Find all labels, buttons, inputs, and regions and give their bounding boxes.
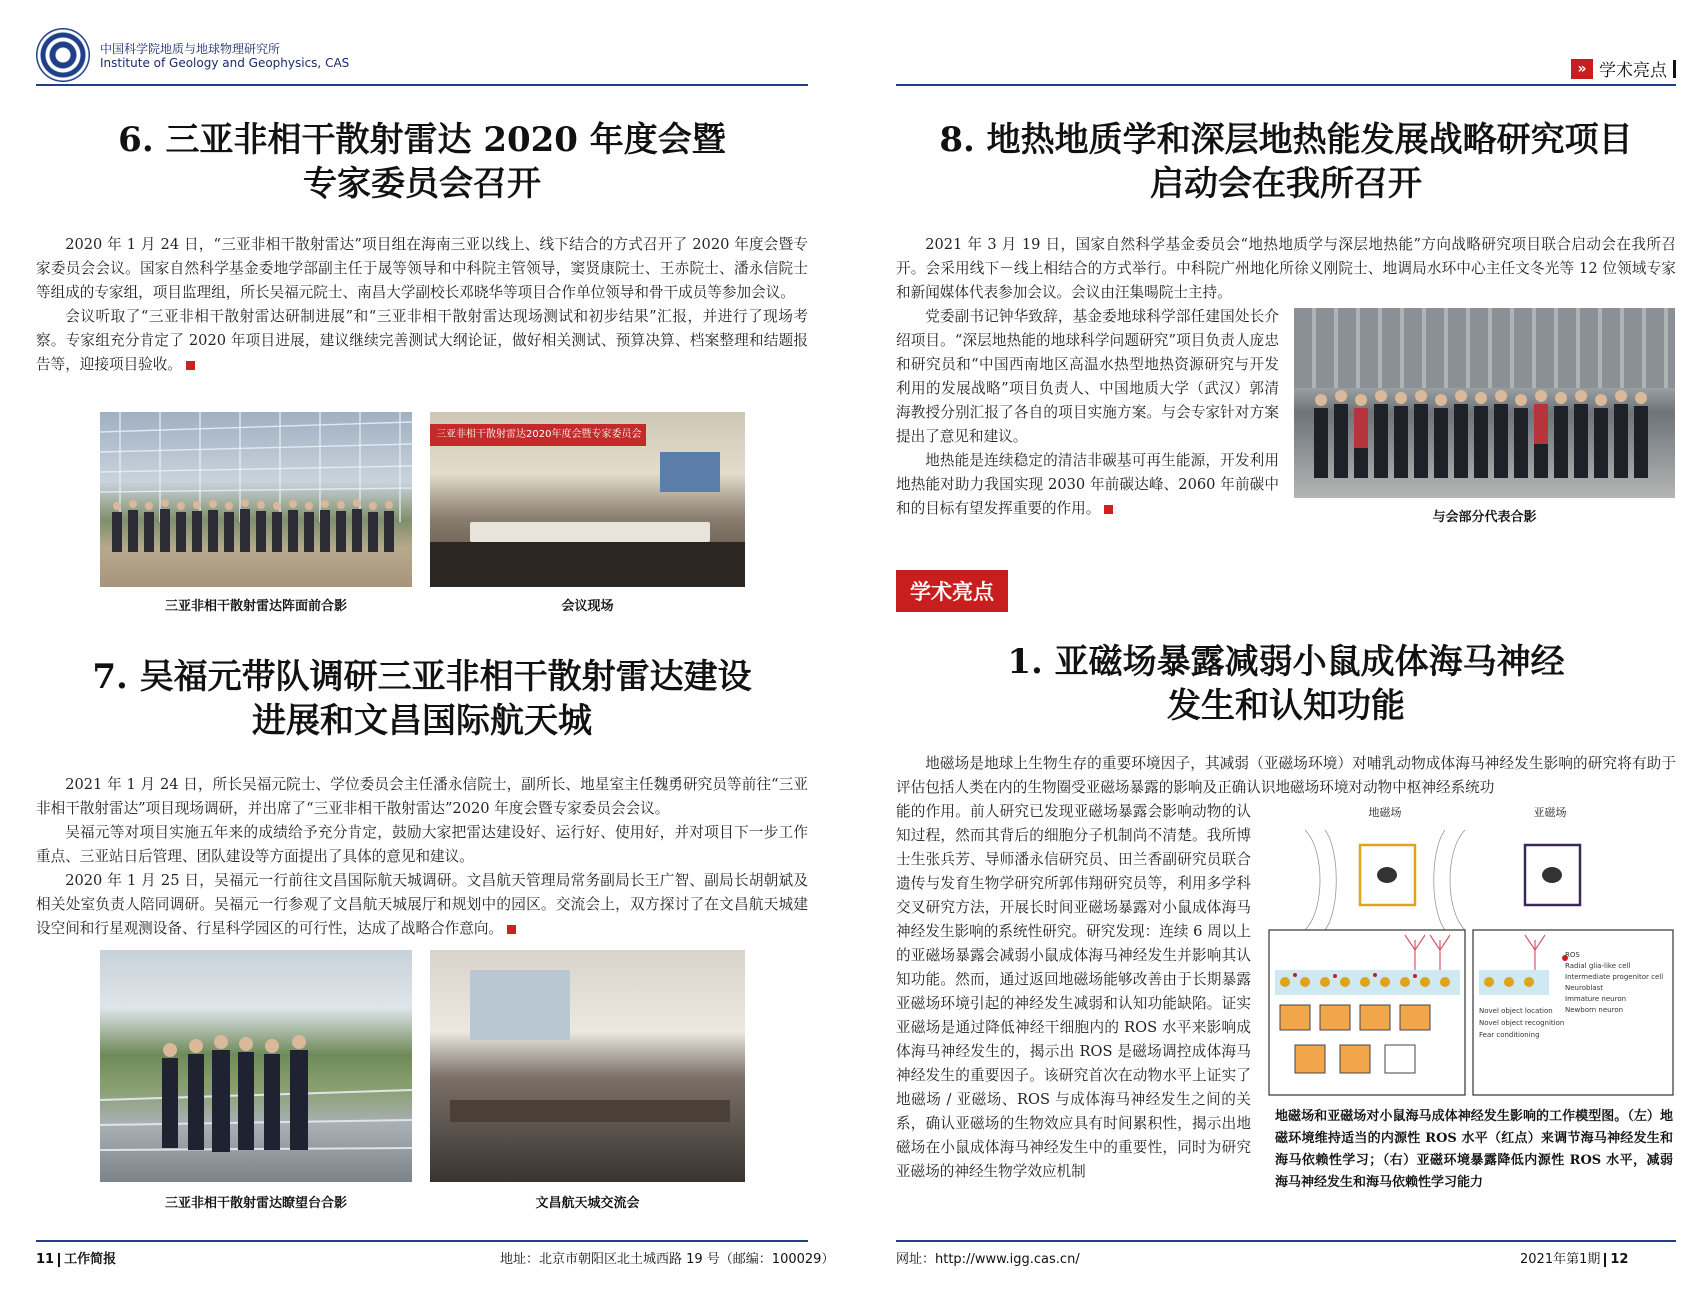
window [470,970,570,1040]
footer-right [1520,1248,1628,1267]
org-name-cn: 中国科学院地质与地球物理研究所 [100,42,281,56]
right-page [850,0,1700,1290]
photo-caption: 文昌航天城交流会 [535,1196,640,1211]
crowd-graphic [1294,308,1675,498]
photo-caption: 三亚非相干散射雷达阵面前合影 [164,599,347,614]
meeting-table [450,1100,730,1122]
article8-paragraph: 2021 年 3 月 19 日，国家自然科学基金委员会“地热地质学与深层地热能”方向战略研究项目联合启动会在我所召开。会采用线下－线上相结合的方式举行。中科院广州地化所徐义刚院士、地调局水环中心主任文冬光等 12 位领域专家和新闻媒体代表参加会议。会议由汪集暘院士主持。 [896,236,1676,301]
section-tab [1571,56,1676,81]
header-rule [36,84,808,86]
article8-paragraph [896,449,1279,521]
org-name-en: Institute of Geology and Geophysics, CAS [100,56,350,70]
page-number: 11 [36,1252,55,1267]
academic-highlights-label: 学术亮点 [896,570,1008,612]
footer-website: 网址：http://www.igg.cas.cn/ [896,1252,1080,1267]
article6-title-line2: 专家委员会召开 [303,164,541,204]
article1-title-line2: 发生和认知功能 [1167,686,1405,726]
section-tab-label: 学术亮点 [1599,61,1667,81]
group-photo [1294,308,1675,498]
legend-item: Intermediate progenitor cell [1565,973,1664,981]
footer-address: 地址：北京市朝阳区北土城西路 19 号（邮编：100029） [500,1252,835,1267]
double-chevron-icon: » [1571,59,1593,79]
issue-number: 2021年第1期 [1520,1252,1601,1267]
legend-item: Newborn neuron [1565,1006,1624,1014]
legend-item: Radial glia-like cell [1565,962,1631,970]
article1-paragraph: 能的作用。前人研究已发现亚磁场暴露会影响动物的认知过程，然而其背后的细胞分子机制尚不清楚。我所博士生张兵芳、导师潘永信研究员、田兰香副研究员联合遗传与发育生物学研究所郭伟翔研究员等，利用多学科交叉研究方法，开展长时间亚磁场暴露对小鼠成体海马神经发生影响的系统性研究。研究发现：连续 6 周以上的亚磁场暴露会减弱小鼠成体海马神经发生并影响其认知功能。然而，通过返回地磁场能够改善由于长期暴露亚磁场环境引起的神经发生减弱和认知功能缺陷。证实亚磁场是通过降低神经干细胞内的 ROS 水平来影响成体海马神经发生的，揭示出 ROS 是磁场调控成体海马神经发生的重要因子。该研究首次在动物水平上证实了地磁场 / 亚磁场、ROS 与成体海马神经发生之间的关系，确认亚磁场的生物效应具有时间累积性，揭示出地磁场在小鼠成体海马神经发生中的重要性，同时为研究亚磁场的神经生物学效应机制 [896,803,1251,1180]
article6-p2-text: 会议听取了“三亚非相干散射雷达研制进展”和“三亚非相干散射雷达现场测试和初步结果”汇报，并进行了现场考察。专家组充分肯定了 2020 年项目进展，建议继续完善测试大纲论证，做好相关测试、预算决算、档案整理和结题报告等，迎接项目验收。 [36,308,808,373]
article6-paragraph [36,305,808,377]
article8-paragraph: 党委副书记钟华致辞，基金委地球科学部任建国处长介绍项目。“深层地热能的地球科学问题研究”项目负责人庞忠和研究员和“中国西南地区高温水热型地热资源研究与开发利用的发展战略”项目负责人、中国地质大学（武汉）郭清海教授分别汇报了各自的项目实施方案。与会专家针对方案提出了意见和建议。 [896,308,1279,445]
article8-body [896,305,1279,521]
article7-p3-text: 2020 年 1 月 25 日，吴福元一行前往文昌国际航天城调研。文昌航天管理局常务副局长王广智、副局长胡朝斌及相关处室负责人陪同调研。吴福元一行参观了文昌航天城展厅和规划中的园区。交流会上，双方探讨了在文昌航天城建设空间和行星观测设备、行星科学园区的可行性，达成了战略合作意向。 [36,872,808,937]
figure-label-hypomagnetic: 亚磁场 [1533,806,1567,819]
test-item: Novel object recognition [1479,1019,1565,1027]
end-mark-icon [507,925,516,934]
article8-title [896,118,1676,206]
legend-item: Immature neuron [1565,995,1627,1003]
publication-name: 工作简报 [64,1252,117,1267]
divider [58,1253,60,1267]
header-rule [896,84,1676,86]
institute-logo-icon [36,28,90,82]
article7-title-line1: 7. 吴福元带队调研三亚非相干散射雷达建设 [92,657,752,697]
meeting-banner: 三亚非相干散射雷达2020年度会暨专家委员会 [430,424,646,446]
photo-caption: 会议现场 [561,599,614,614]
conference-table [470,522,710,542]
article6-body [36,233,808,377]
article1-intro [896,752,1676,800]
article6-paragraph: 2020 年 1 月 24 日，“三亚非相干散射雷达”项目组在海南三亚以线上、线下结合的方式召开了 2020 年度会暨专家委员会会议。国家自然科学基金委地学部副主任于晟等领导和中科院主管领导，窦贤康院士、王赤院士、潘永信院士等组成的专家组，项目监理组，所长吴福元院士、南昌大学副校长邓晓华等项目合作单位领导和骨干成员等参加会议。 [36,236,808,301]
footer-left [36,1248,116,1267]
legend-item: ROS [1565,951,1580,959]
article7-paragraph: 2021 年 1 月 24 日，所长吴福元院士、学位委员会主任潘永信院士，副所长、地星室主任魏勇研究员等前往“三亚非相干散射雷达”项目现场调研，并出席了“三亚非相干散射雷达”2020 年度会暨专家委员会会议。 [36,776,808,817]
article8-p3-text: 地热能是连续稳定的清洁非碳基可再生能源，开发利用地热能对助力我国实现 2030 年前碳达峰、2060 年前碳中和的目标有望发挥重要的作用。 [896,452,1279,517]
page-number: 12 [1610,1252,1629,1267]
platform-graphic [100,950,412,1182]
audience-area [430,542,745,587]
legend-item: Neuroblast [1565,984,1604,992]
article7-paragraph: 吴福元等对项目实施五年来的成绩给予充分肯定，鼓励大家把雷达建设好、运行好、使用好，并对项目下一步工作重点、三亚站日后管理、团队建设等方面提出了具体的意见和建议。 [36,824,808,865]
article1-paragraph: 地磁场是地球上生物生存的重要环境因子，其减弱（亚磁场环境）对哺乳动物成体海马神经发生影响的研究将有助于评估包括人类在内的生物圈受亚磁场暴露的影响及正确认识地磁场环境对动物中枢神经系统功 [896,755,1676,796]
magnetic-field-figure [1265,800,1677,1100]
divider [1604,1253,1606,1267]
article6-title [36,118,808,206]
test-item: Fear conditioning [1479,1031,1540,1039]
figure-legend [1565,950,1673,1016]
article7-paragraph [36,869,808,941]
article1-title-line1: 1. 亚磁场暴露减弱小鼠成体海马神经 [1007,642,1565,682]
meeting-room-photo [430,412,745,587]
article8-title-line2: 启动会在我所召开 [1150,164,1422,204]
projector-screen [660,452,720,492]
article6-title-line1: 6. 三亚非相干散射雷达 2020 年度会暨 [118,120,726,160]
end-mark-icon [186,361,195,370]
test-item: Novel object location [1479,1007,1553,1015]
photo-caption: 与会部分代表合影 [1432,510,1537,525]
footer-rule [36,1240,808,1242]
article8-title-line1: 8. 地热地质学和深层地热能发展战略研究项目 [939,120,1633,160]
article1-title [896,640,1676,728]
divider [1673,60,1676,78]
article8-intro [896,233,1676,305]
footer-rule [896,1240,1676,1242]
figure-tests [1479,1005,1569,1041]
article7-title [36,655,808,743]
end-mark-icon [1104,505,1113,514]
figure-caption: 地磁场和亚磁场对小鼠海马成体神经发生影响的工作模型图。（左）地磁环境维持适当的内源性 ROS 水平（红点）来调节海马神经发生和海马依赖性学习；（右）亚磁环境暴露降低内源性 ROS 水平，减弱海马神经发生和海马依赖性学习能力 [1275,1109,1673,1190]
article7-body [36,773,808,941]
figure-label-geomagnetic: 地磁场 [1368,806,1402,819]
article1-body [896,800,1251,1184]
radar-array-group-photo [100,412,412,587]
platform-group-photo [100,950,412,1182]
exchange-meeting-photo [430,950,745,1182]
photo-caption: 三亚非相干散射雷达瞭望台合影 [164,1196,347,1211]
radar-array-graphic [100,412,412,587]
article7-title-line2: 进展和文昌国际航天城 [252,701,592,741]
